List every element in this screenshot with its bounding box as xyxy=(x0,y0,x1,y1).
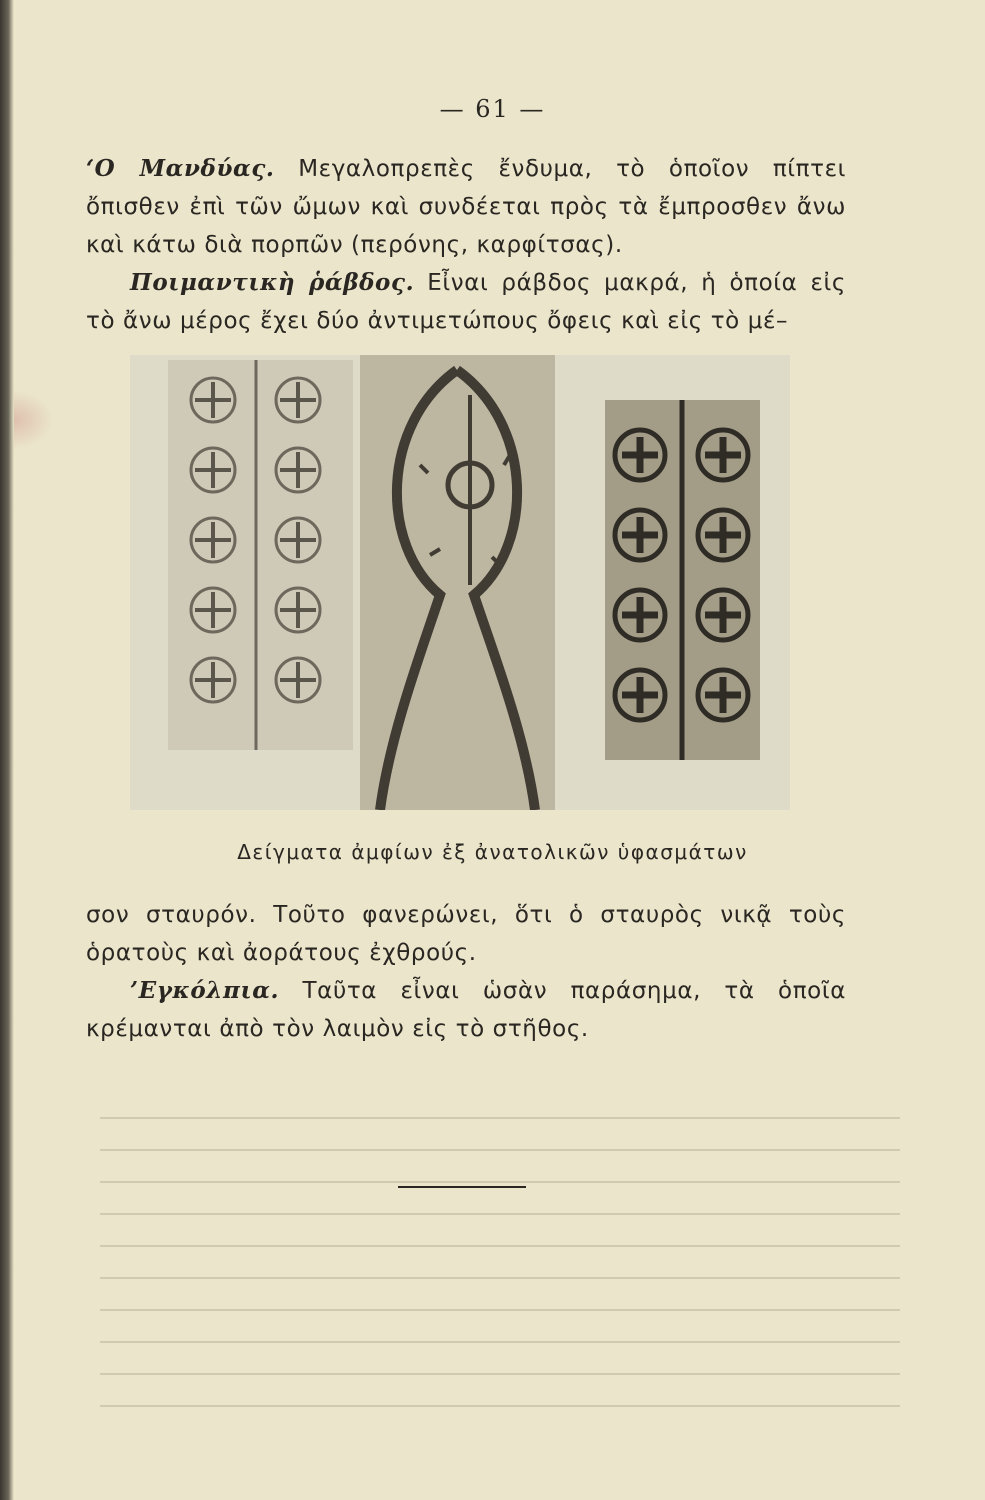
page-number: — 61 — xyxy=(439,95,546,123)
vestment-samples-figure xyxy=(130,355,790,810)
paragraph-text: σον σταυρόν. Τοῦτο φανερώνει, ὅτι ὁ σταυρὸς νικᾷ τοὺς ὁρατοὺς καὶ ἀοράτους ἐχθρούς. xyxy=(86,902,846,966)
term-heading: ‘Ο Μανδύας. xyxy=(86,155,275,182)
paragraph-rabdos xyxy=(86,264,846,340)
paragraph-rabdos-continued xyxy=(86,896,846,972)
text-block-bottom xyxy=(86,896,846,1048)
term-heading: ’Εγκόλπια. xyxy=(130,977,280,1004)
paragraph-text: Μεγαλοπρεπὲς ἔνδυμα, τὸ ὁποῖον πίπτει ὄπισθεν ἐπὶ τῶν ὤμων καὶ συνδέεται πρὸς τὰ ἔμπροσθεν ἄνω καὶ κάτω διὰ πορπῶν (περόνης, καρφίτσας). xyxy=(86,156,846,258)
paragraph-text: Ταῦτα εἶναι ὡσὰν παράσημα, τὰ ὁποῖα κρέμανται ἀπὸ τὸν λαιμὸν εἰς τὸ στῆθος. xyxy=(86,978,846,1042)
textile-panel-middle xyxy=(360,355,555,810)
term-heading: Ποιμαντικὴ ῥάβδος. xyxy=(130,269,415,296)
figure-caption: Δείγματα ἀμφίων ἐξ ἀνατολικῶν ὑφασμάτων xyxy=(237,840,748,864)
paragraph-text: Εἶναι ράβδος μακρά, ἡ ὁποία εἰς τὸ ἄνω μέρος ἔχει δύο ἀντιμετώπους ὄφεις καὶ εἰς τὸ μέ– xyxy=(86,270,846,334)
text-block-top xyxy=(86,150,846,340)
bleed-through-text xyxy=(100,1095,900,1415)
section-rule xyxy=(398,1186,526,1188)
paragraph-egkolpia xyxy=(86,972,846,1048)
page-binding-edge xyxy=(0,0,14,1500)
paragraph-mandyas xyxy=(86,150,846,264)
paper-stain xyxy=(14,390,54,450)
textile-panel-left xyxy=(168,360,353,750)
textile-panel-right xyxy=(605,400,760,760)
